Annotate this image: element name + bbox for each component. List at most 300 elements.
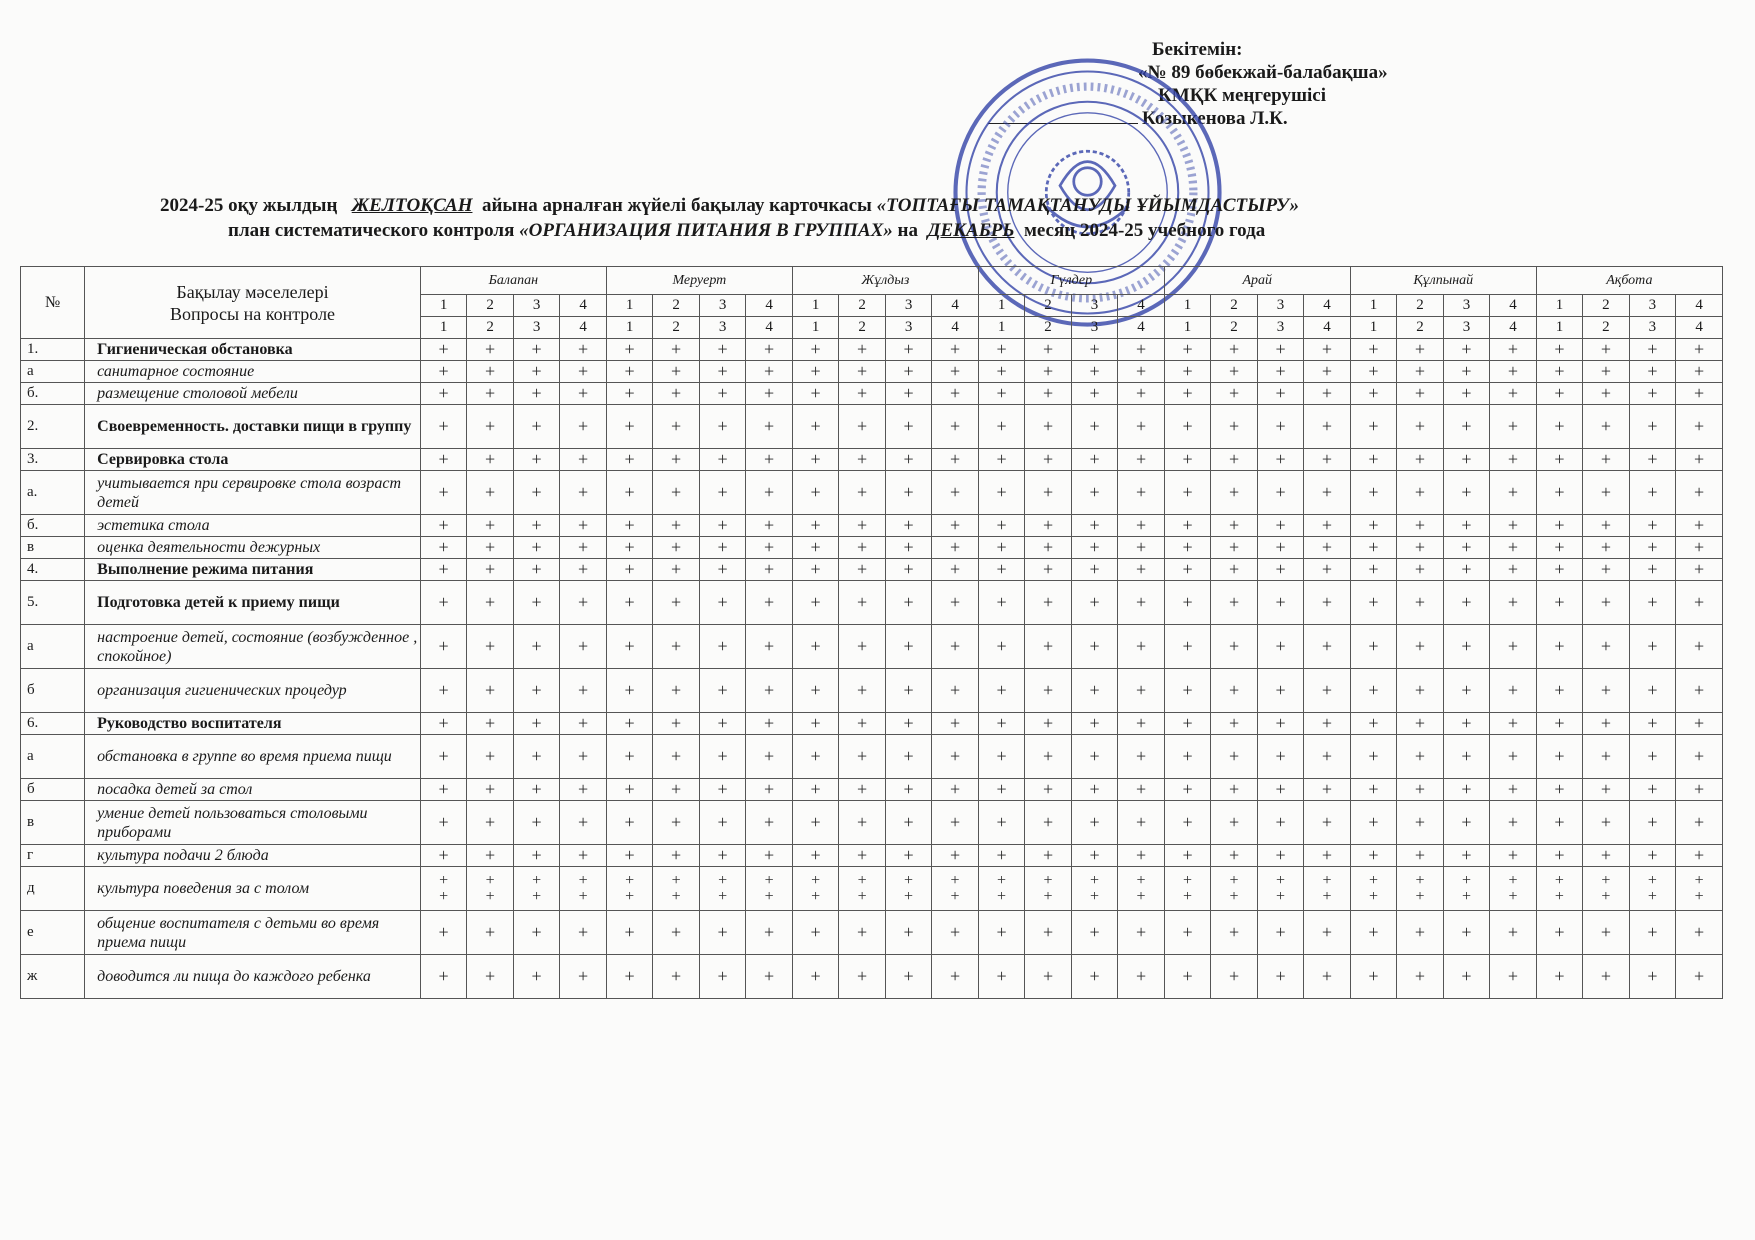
mark-cell: +	[1304, 537, 1350, 559]
mark-cell: +	[792, 581, 838, 625]
week-number: 4	[1304, 295, 1350, 317]
mark-cell: +	[885, 405, 931, 449]
mark-cell: +	[1676, 713, 1723, 735]
table-row	[21, 405, 1723, 449]
mark-cell: +	[420, 405, 466, 449]
mark-cell: +	[699, 383, 745, 405]
mark-cell: +	[1490, 339, 1537, 361]
mark-cell: +	[699, 471, 745, 515]
mark: +	[1229, 887, 1239, 905]
mark-cell: +	[560, 669, 607, 713]
mark-cell: +	[513, 405, 559, 449]
mark-cell: +	[1118, 339, 1165, 361]
mark-cell: +	[792, 559, 838, 581]
row-question: общение воспитателя с детьми во время приема пищи	[85, 911, 421, 955]
row-question: умение детей пользоваться столовыми приборами	[85, 801, 421, 845]
title-ru-suffix: месяц 2024-25 учебного года	[1023, 220, 1266, 241]
mark-cell: +	[1350, 405, 1396, 449]
mark-cell: +	[560, 911, 607, 955]
row-question: доводится ли пища до каждого ребенка	[85, 955, 421, 999]
week-number: 2	[839, 295, 885, 317]
mark-cell: +	[699, 955, 745, 999]
mark-cell: +	[792, 911, 838, 955]
mark-cell: +	[1443, 383, 1489, 405]
mark-cell: +	[746, 361, 793, 383]
mark-cell: +	[420, 383, 466, 405]
mark-cell	[1629, 867, 1675, 911]
mark-cell: +	[1583, 955, 1629, 999]
mark-cell: +	[513, 339, 559, 361]
mark-cell: +	[1536, 955, 1582, 999]
mark-cell: +	[1676, 515, 1723, 537]
mark-cell: +	[513, 515, 559, 537]
mark-cell: +	[746, 559, 793, 581]
mark-cell: +	[606, 955, 652, 999]
mark-cell: +	[606, 449, 652, 471]
mark-cell: +	[560, 625, 607, 669]
title-ru-on: на	[897, 220, 918, 241]
row-number: б.	[21, 383, 85, 405]
mark-cell: +	[1490, 713, 1537, 735]
mark-cell: +	[1676, 537, 1723, 559]
mark: +	[1694, 887, 1704, 905]
mark-cell: +	[606, 669, 652, 713]
week-number: 3	[1257, 295, 1303, 317]
mark-cell: +	[560, 339, 607, 361]
mark-cell: +	[1350, 713, 1396, 735]
mark-cell: +	[467, 339, 513, 361]
table-row	[21, 669, 1723, 713]
mark-cell: +	[1211, 801, 1257, 845]
mark-cell: +	[420, 845, 466, 867]
mark-cell: +	[699, 845, 745, 867]
row-question: организация гигиенических процедур	[85, 669, 421, 713]
mark-cell: +	[1164, 845, 1210, 867]
mark-cell: +	[839, 581, 885, 625]
mark-cell: +	[606, 559, 652, 581]
mark-cell: +	[1629, 515, 1675, 537]
mark-cell: +	[1071, 955, 1117, 999]
mark-cell: +	[1118, 405, 1165, 449]
week-number: 3	[513, 317, 559, 339]
mark-cell: +	[1071, 383, 1117, 405]
mark-cell: +	[1304, 669, 1350, 713]
mark-cell: +	[420, 955, 466, 999]
mark-cell: +	[1443, 713, 1489, 735]
mark-cell: +	[1397, 537, 1443, 559]
mark-cell: +	[606, 471, 652, 515]
mark-cell: +	[1118, 669, 1165, 713]
mark-cell: +	[792, 625, 838, 669]
mark-cell: +	[653, 801, 699, 845]
mark-cell: +	[1397, 515, 1443, 537]
mark: +	[811, 871, 821, 889]
week-number: 2	[1397, 295, 1443, 317]
mark-cell: +	[1676, 383, 1723, 405]
mark-cell: +	[792, 537, 838, 559]
mark-cell: +	[1397, 383, 1443, 405]
mark-cell: +	[699, 911, 745, 955]
mark-cell: +	[1025, 911, 1071, 955]
mark-cell: +	[1490, 581, 1537, 625]
mark: +	[1647, 887, 1657, 905]
mark: +	[1090, 871, 1100, 889]
mark-cell: +	[1629, 537, 1675, 559]
week-number: 1	[1350, 295, 1396, 317]
mark-cell: +	[1490, 625, 1537, 669]
mark-cell: +	[1025, 559, 1071, 581]
mark-cell: +	[467, 537, 513, 559]
mark-cell: +	[467, 383, 513, 405]
mark-cell: +	[606, 713, 652, 735]
mark: +	[1508, 871, 1518, 889]
mark-cell: +	[978, 625, 1024, 669]
row-number: а.	[21, 471, 85, 515]
mark-cell	[1397, 867, 1443, 911]
mark-cell: +	[1257, 405, 1303, 449]
mark-cell: +	[420, 449, 466, 471]
mark-cell	[606, 867, 652, 911]
mark-cell: +	[699, 625, 745, 669]
mark: +	[1043, 871, 1053, 889]
mark-cell	[653, 867, 699, 911]
mark-cell: +	[606, 339, 652, 361]
mark-cell: +	[1397, 581, 1443, 625]
mark-cell: +	[1257, 471, 1303, 515]
mark-cell	[885, 867, 931, 911]
mark-cell: +	[1211, 911, 1257, 955]
mark-cell: +	[978, 779, 1024, 801]
row-question: оценка деятельности дежурных	[85, 537, 421, 559]
mark-cell: +	[653, 911, 699, 955]
mark-cell: +	[653, 845, 699, 867]
mark: +	[625, 887, 635, 905]
mark-cell: +	[1071, 537, 1117, 559]
mark-cell: +	[839, 911, 885, 955]
mark-cell: +	[1350, 779, 1396, 801]
mark-cell: +	[1583, 779, 1629, 801]
mark-cell: +	[1257, 361, 1303, 383]
row-question: обстановка в группе во время приема пищи	[85, 735, 421, 779]
row-number: а	[21, 625, 85, 669]
mark-cell: +	[932, 537, 979, 559]
mark-cell: +	[513, 955, 559, 999]
mark: +	[1554, 871, 1564, 889]
mark: +	[1415, 887, 1425, 905]
mark-cell: +	[885, 361, 931, 383]
row-number: в	[21, 801, 85, 845]
mark: +	[1694, 871, 1704, 889]
mark-cell: +	[1397, 779, 1443, 801]
mark-cell: +	[1071, 779, 1117, 801]
mark-cell: +	[746, 955, 793, 999]
title-kz-prefix: 2024-25 оқу жылдың	[160, 195, 338, 216]
mark-cell: +	[1676, 801, 1723, 845]
mark-cell: +	[606, 911, 652, 955]
mark-cell: +	[839, 515, 885, 537]
mark-cell: +	[932, 669, 979, 713]
mark: +	[1415, 871, 1425, 889]
mark-cell: +	[513, 801, 559, 845]
mark-cell: +	[839, 669, 885, 713]
table-row	[21, 471, 1723, 515]
mark-cell: +	[839, 625, 885, 669]
mark-cell: +	[885, 471, 931, 515]
mark-cell: +	[839, 779, 885, 801]
mark: +	[439, 871, 449, 889]
mark-cell: +	[1211, 625, 1257, 669]
col-num-header: №	[21, 267, 85, 339]
mark-cell: +	[653, 515, 699, 537]
week-number: 4	[1118, 295, 1165, 317]
mark-cell: +	[1164, 515, 1210, 537]
mark-cell: +	[1304, 845, 1350, 867]
mark-cell	[1164, 867, 1210, 911]
mark-cell: +	[1536, 713, 1582, 735]
mark-cell: +	[513, 361, 559, 383]
mark-cell: +	[513, 911, 559, 955]
mark-cell: +	[606, 405, 652, 449]
table-row	[21, 515, 1723, 537]
mark-cell: +	[606, 779, 652, 801]
mark-cell: +	[1583, 559, 1629, 581]
mark-cell: +	[1025, 625, 1071, 669]
table-row	[21, 801, 1723, 845]
mark: +	[904, 887, 914, 905]
approval-org: «№ 89 бөбекжай-балабақша»	[1138, 62, 1388, 83]
control-table	[20, 266, 1723, 999]
mark-cell: +	[1490, 405, 1537, 449]
mark-cell: +	[560, 955, 607, 999]
mark-cell: +	[1211, 713, 1257, 735]
mark-cell: +	[932, 581, 979, 625]
mark-cell: +	[885, 625, 931, 669]
mark-cell: +	[1211, 779, 1257, 801]
mark-cell: +	[1583, 405, 1629, 449]
title-ru-month: ДЕКАБРЬ	[927, 220, 1015, 241]
mark-cell: +	[792, 361, 838, 383]
mark-cell: +	[1583, 801, 1629, 845]
mark-cell: +	[1443, 581, 1489, 625]
mark-cell: +	[420, 735, 466, 779]
mark-cell: +	[746, 669, 793, 713]
mark-cell: +	[1025, 955, 1071, 999]
mark-cell: +	[978, 845, 1024, 867]
approval-title: Бекітемін:	[1152, 39, 1243, 60]
approval-name: Козыкенова Л.К.	[1142, 108, 1288, 129]
mark-cell: +	[746, 735, 793, 779]
mark-cell	[560, 867, 607, 911]
mark-cell: +	[1025, 537, 1071, 559]
mark-cell: +	[978, 339, 1024, 361]
mark-cell: +	[746, 449, 793, 471]
mark-cell: +	[606, 361, 652, 383]
col-questions-ru: Вопросы на контроле	[169, 303, 336, 324]
mark-cell: +	[1443, 471, 1489, 515]
mark-cell	[1490, 867, 1537, 911]
mark-cell: +	[1490, 801, 1537, 845]
mark-cell: +	[932, 405, 979, 449]
mark-cell	[699, 867, 745, 911]
mark-cell: +	[792, 405, 838, 449]
mark-cell: +	[1350, 581, 1396, 625]
mark-cell: +	[932, 559, 979, 581]
table-row	[21, 383, 1723, 405]
mark-cell: +	[792, 801, 838, 845]
mark-cell: +	[1350, 449, 1396, 471]
mark-cell: +	[513, 581, 559, 625]
mark-cell: +	[1025, 405, 1071, 449]
mark-cell: +	[1443, 361, 1489, 383]
mark-cell: +	[885, 383, 931, 405]
mark-cell: +	[1490, 515, 1537, 537]
mark-cell: +	[1118, 515, 1165, 537]
week-number: 1	[1536, 295, 1582, 317]
row-question: Гигиеническая обстановка	[85, 339, 421, 361]
mark-cell: +	[1071, 361, 1117, 383]
mark-cell: +	[420, 625, 466, 669]
mark-cell: +	[1676, 845, 1723, 867]
mark-cell: +	[1583, 537, 1629, 559]
mark-cell: +	[1629, 471, 1675, 515]
mark-cell: +	[1676, 471, 1723, 515]
table-body	[21, 339, 1723, 999]
mark-cell: +	[653, 361, 699, 383]
mark-cell: +	[1350, 735, 1396, 779]
week-number: 4	[1490, 295, 1537, 317]
mark: +	[1090, 887, 1100, 905]
week-number: 3	[1629, 295, 1675, 317]
mark-cell: +	[1164, 625, 1210, 669]
mark: +	[1601, 887, 1611, 905]
mark-cell: +	[467, 405, 513, 449]
mark-cell: +	[1211, 515, 1257, 537]
mark-cell: +	[606, 625, 652, 669]
week-number: 2	[1211, 295, 1257, 317]
mark-cell: +	[885, 801, 931, 845]
mark-cell: +	[1629, 713, 1675, 735]
mark-cell: +	[1118, 625, 1165, 669]
mark-cell: +	[1397, 625, 1443, 669]
mark-cell: +	[699, 735, 745, 779]
mark-cell: +	[1397, 911, 1443, 955]
mark-cell	[978, 867, 1024, 911]
mark-cell: +	[1676, 361, 1723, 383]
mark-cell: +	[885, 339, 931, 361]
mark-cell: +	[1350, 339, 1396, 361]
group-header: Меруерт	[606, 267, 792, 295]
mark-cell: +	[1536, 625, 1582, 669]
mark-cell	[932, 867, 979, 911]
mark-cell: +	[1304, 339, 1350, 361]
row-number: е	[21, 911, 85, 955]
mark-cell: +	[932, 713, 979, 735]
mark-cell: +	[978, 471, 1024, 515]
title-ru-prefix: план систематического контроля	[228, 220, 515, 241]
mark-cell: +	[1164, 735, 1210, 779]
week-number: 4	[1118, 317, 1165, 339]
mark-cell: +	[560, 449, 607, 471]
mark: +	[1276, 871, 1286, 889]
mark-cell: +	[653, 955, 699, 999]
mark-cell: +	[1257, 383, 1303, 405]
mark-cell: +	[1211, 845, 1257, 867]
mark-cell: +	[1071, 801, 1117, 845]
mark: +	[578, 871, 588, 889]
mark-cell: +	[1211, 361, 1257, 383]
mark-cell: +	[746, 405, 793, 449]
mark-cell: +	[560, 779, 607, 801]
mark: +	[1508, 887, 1518, 905]
mark-cell: +	[1350, 955, 1396, 999]
week-number: 2	[653, 317, 699, 339]
mark-cell: +	[978, 581, 1024, 625]
mark-cell: +	[1164, 669, 1210, 713]
mark-cell: +	[1071, 911, 1117, 955]
mark-cell: +	[1257, 713, 1303, 735]
mark-cell: +	[932, 383, 979, 405]
mark-cell: +	[1629, 669, 1675, 713]
mark-cell: +	[1583, 669, 1629, 713]
mark-cell: +	[978, 735, 1024, 779]
mark-cell: +	[699, 581, 745, 625]
week-number: 3	[1443, 317, 1489, 339]
mark-cell: +	[978, 383, 1024, 405]
mark-cell: +	[467, 559, 513, 581]
mark-cell: +	[513, 471, 559, 515]
mark-cell: +	[653, 581, 699, 625]
row-question: настроение детей, состояние (возбужденное , спокойное)	[85, 625, 421, 669]
mark-cell: +	[1025, 801, 1071, 845]
mark-cell: +	[1118, 801, 1165, 845]
mark-cell: +	[513, 559, 559, 581]
mark: +	[1136, 871, 1146, 889]
mark-cell: +	[1397, 669, 1443, 713]
mark-cell: +	[932, 801, 979, 845]
mark-cell: +	[1676, 559, 1723, 581]
mark-cell: +	[1350, 471, 1396, 515]
mark-cell: +	[746, 515, 793, 537]
mark-cell: +	[746, 339, 793, 361]
mark-cell: +	[1211, 383, 1257, 405]
mark-cell: +	[1304, 471, 1350, 515]
mark-cell: +	[978, 537, 1024, 559]
mark-cell: +	[1118, 713, 1165, 735]
table-row	[21, 911, 1723, 955]
mark-cell: +	[560, 713, 607, 735]
week-number: 3	[1629, 317, 1675, 339]
mark-cell	[1211, 867, 1257, 911]
mark-cell: +	[1025, 471, 1071, 515]
mark: +	[1183, 871, 1193, 889]
mark-cell: +	[1397, 801, 1443, 845]
mark-cell: +	[1071, 625, 1117, 669]
mark-cell: +	[1583, 515, 1629, 537]
row-number: 1.	[21, 339, 85, 361]
mark: +	[1322, 887, 1332, 905]
mark-cell: +	[792, 779, 838, 801]
mark-cell	[1257, 867, 1303, 911]
mark: +	[671, 871, 681, 889]
mark-cell: +	[699, 801, 745, 845]
mark-cell: +	[1583, 735, 1629, 779]
mark-cell: +	[1211, 471, 1257, 515]
mark: +	[857, 871, 867, 889]
mark-cell: +	[653, 339, 699, 361]
table-row	[21, 361, 1723, 383]
mark-cell: +	[792, 515, 838, 537]
mark-cell: +	[1025, 515, 1071, 537]
